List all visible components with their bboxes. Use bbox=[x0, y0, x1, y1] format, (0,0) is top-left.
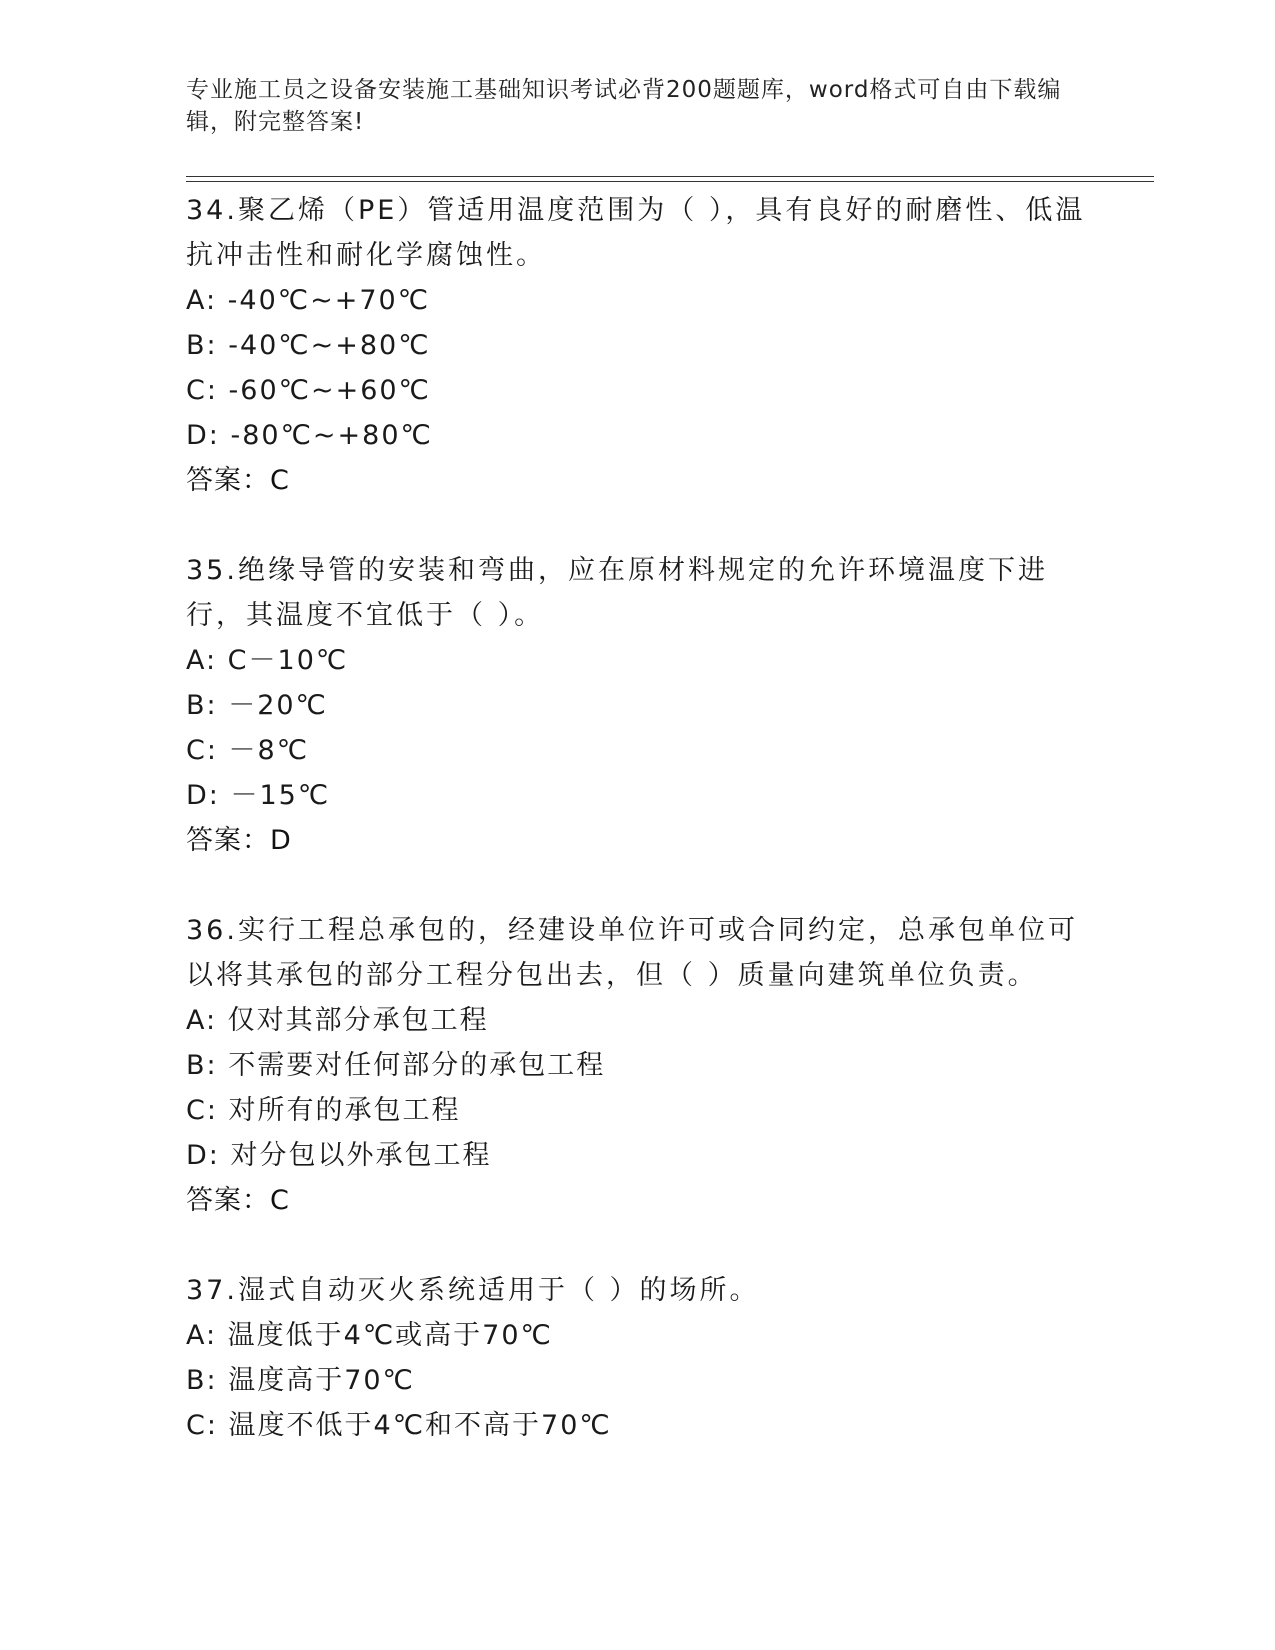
answer: 答案：D bbox=[186, 825, 292, 856]
option-c: C: －8℃ bbox=[186, 735, 310, 766]
answer: 答案：C bbox=[186, 1185, 290, 1216]
question-text: 37.湿式自动灭火系统适用于（ ）的场所。 bbox=[186, 1275, 760, 1306]
question-34 bbox=[186, 188, 1086, 503]
option-a: A: C－10℃ bbox=[186, 645, 349, 676]
option-a: A: -40℃~+70℃ bbox=[186, 285, 431, 316]
option-b: B: 温度高于70℃ bbox=[186, 1365, 415, 1396]
option-c: C: -60℃~+60℃ bbox=[186, 375, 431, 406]
question-text: 36.实行工程总承包的，经建设单位许可或合同约定，总承包单位可以将其承包的部分工程分包出去，但（ ）质量向建筑单位负责。 bbox=[186, 915, 1078, 991]
spacer bbox=[186, 503, 1086, 548]
option-b: B: 不需要对任何部分的承包工程 bbox=[186, 1050, 606, 1081]
question-36 bbox=[186, 908, 1086, 1223]
document-header: 专业施工员之设备安装施工基础知识考试必背200题题库，word格式可自由下载编辑，附完整答案! bbox=[186, 77, 1062, 135]
option-b: B: -40℃~+80℃ bbox=[186, 330, 431, 361]
option-a: A: 仅对其部分承包工程 bbox=[186, 1005, 489, 1036]
option-c: C: 温度不低于4℃和不高于70℃ bbox=[186, 1410, 612, 1441]
option-d: D: 对分包以外承包工程 bbox=[186, 1140, 492, 1171]
question-37 bbox=[186, 1268, 1086, 1448]
option-c: C: 对所有的承包工程 bbox=[186, 1095, 461, 1126]
spacer bbox=[186, 863, 1086, 908]
question-list bbox=[186, 188, 1086, 1448]
option-d: D: -80℃~+80℃ bbox=[186, 420, 433, 451]
option-a: A: 温度低于4℃或高于70℃ bbox=[186, 1320, 553, 1351]
option-b: B: －20℃ bbox=[186, 690, 328, 721]
question-text: 34.聚乙烯（PE）管适用温度范围为（ ），具有良好的耐磨性、低温抗冲击性和耐化学腐蚀性。 bbox=[186, 195, 1086, 271]
option-d: D: －15℃ bbox=[186, 780, 331, 811]
question-35 bbox=[186, 548, 1086, 863]
spacer bbox=[186, 1223, 1086, 1268]
answer: 答案：C bbox=[186, 465, 290, 496]
question-text: 35.绝缘导管的安装和弯曲，应在原材料规定的允许环境温度下进行，其温度不宜低于（ ）。 bbox=[186, 555, 1048, 631]
header-divider-top bbox=[186, 176, 1154, 177]
header-divider-bottom bbox=[186, 181, 1154, 182]
